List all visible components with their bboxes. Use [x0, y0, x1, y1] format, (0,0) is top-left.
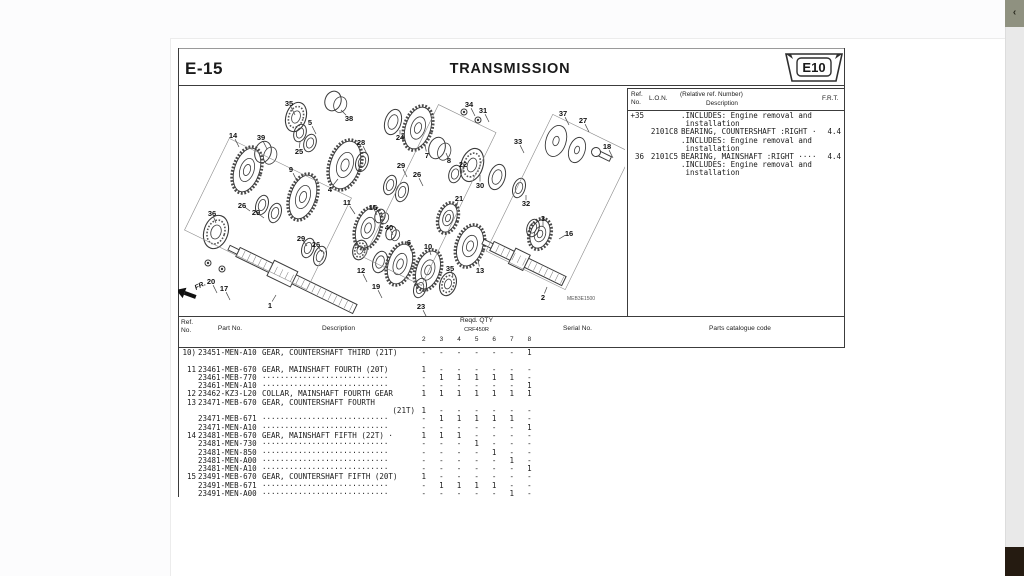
diagram-callout: 20 [206, 277, 216, 286]
diagram-callout: 10 [423, 242, 433, 251]
page-code: E-15 [185, 59, 223, 78]
table-header-qty: Reqd. QTY [460, 317, 493, 324]
table-row: 23471-MEB-671 ···························· - 1 1 1 1 1 - [198, 414, 532, 424]
table-row: 15 23491-MEB-670 GEAR, COUNTERSHAFT FIFTH (20T) 1 - - - - - - [186, 472, 532, 482]
diagram-callout: 32 [521, 199, 531, 208]
table-header-ref2: No. [181, 327, 192, 334]
scrollbar-bottom-thumb[interactable] [1005, 547, 1024, 576]
diagram-callout: 13 [475, 266, 485, 275]
table-row: 23481-MEN-850 ···························· - - - - 1 - - [198, 447, 532, 457]
diagram-callout: 35 [284, 99, 294, 108]
ref-panel-row: installation [681, 168, 740, 178]
table-row: 10) 23451-MEN-A10 GEAR, COUNTERSHAFT THIRD (21T) - - - - - - 1 [182, 348, 532, 357]
parts-table-rows [181, 349, 538, 498]
qty-column-number: 2 [422, 336, 426, 343]
diagram-callout: 19 [371, 282, 381, 291]
diagram-callout: 21 [454, 194, 464, 203]
page-title: TRANSMISSION [449, 61, 571, 77]
diagram-callout: 40 [384, 223, 394, 232]
table-header-serial: Serial No. [563, 325, 592, 332]
diagram-callout: 31 [478, 106, 488, 115]
table-row: 11 23461-MEB-670 GEAR, MAINSHAFT FOURTH (20T) 1 - - - - - - [186, 364, 532, 374]
ref-panel-rows [627, 112, 841, 178]
qty-column-number: 4 [457, 336, 461, 343]
diagram-callout: 39 [256, 133, 266, 142]
ref-panel-header-relref: (Relative ref. Number) [680, 91, 743, 98]
ref-panel-header-desc: Description [706, 100, 738, 107]
diagram-callout: 25 [294, 147, 304, 156]
diagram-callout: 7 [424, 151, 430, 160]
diagram-callout: 17 [219, 284, 229, 293]
qty-column-number: 6 [492, 336, 496, 343]
diagram-callout: 26 [412, 170, 422, 179]
page-badge-label: E10 [802, 60, 826, 75]
ref-panel-row: 2101C8 BEARING, COUNTERSHAFT :RIGHT · 4.4 [650, 127, 841, 137]
diagram-callout: 27 [578, 116, 588, 125]
diagram-callout: 1 [267, 301, 273, 310]
qty-column-number: 8 [527, 336, 532, 343]
ref-panel-header-frt: F.R.T. [822, 95, 839, 102]
ref-panel-row: .INCLUDES: Engine removal and [681, 160, 812, 170]
table-row: 23481-MEN-730 ···························· - - - 1 - - - [198, 439, 532, 449]
ref-panel-header-ref1: Ref. [631, 91, 643, 98]
diagram-callout: 12 [356, 266, 366, 275]
diagram-callout: 29 [396, 161, 406, 170]
ref-panel-header-ref2: No. [631, 99, 641, 106]
diagram-callout: 23 [416, 302, 426, 311]
ref-panel-header-lon: L.O.N. [649, 95, 668, 102]
diagram-callout: 36 [207, 209, 217, 218]
table-row: 12 23462-KZ3-L20 COLLAR, MAINSHAFT FOURTH GEAR 1 1 1 1 1 1 1 [186, 389, 532, 399]
ref-panel-top-border [627, 88, 845, 89]
table-row: 23481-MEN-A10 ···························· - - - - - - 1 [198, 464, 532, 474]
table-row: 13 23471-MEB-670 GEAR, COUNTERSHAFT FOURTH [186, 397, 375, 407]
ref-panel-row: +35 .INCLUDES: Engine removal and [630, 111, 812, 120]
qty-column-number: 3 [439, 336, 444, 343]
scrollbar-top-button[interactable] [1005, 0, 1024, 27]
diagram-callout: 29 [251, 208, 261, 217]
diagram-callout: 26 [237, 201, 247, 210]
ref-panel-row: 36 2101C5 BEARING, MAINSHAFT :RIGHT ···· 4.4 [634, 151, 841, 161]
qty-column-number: 7 [510, 336, 514, 343]
diagram-callout: 24 [395, 133, 405, 142]
diagram-callout: 6 [406, 238, 412, 247]
diagram-callout: 5 [307, 118, 313, 127]
diagram-callout: 3 [540, 214, 546, 223]
ref-panel-row: .INCLUDES: Engine removal and [681, 135, 812, 145]
diagram-callout: 14 [228, 131, 238, 140]
ref-panel-row: installation [681, 143, 740, 153]
table-header-ref1: Ref. [181, 319, 194, 326]
fr-direction-label: FR. [193, 280, 207, 292]
diagram-callout: 34 [464, 100, 474, 109]
table-row: 14 23481-MEB-670 GEAR, MAINSHAFT FIFTH (22T) · 1 1 1 - - - - [186, 430, 532, 440]
diagram-callout: 9 [288, 165, 294, 174]
diagram-callout: 18 [602, 142, 612, 151]
table-row: 23491-MEB-671 ···························· - 1 1 1 1 - - [198, 480, 532, 490]
diagram-callout: 11 [343, 198, 351, 207]
table-header-code: Parts catalogue code [709, 325, 771, 332]
table-header-part: Part No. [217, 325, 243, 332]
diagram-callout: 22 [458, 160, 468, 169]
diagram-callout: 15 [368, 203, 378, 212]
table-row: 23471-MEN-A10 ···························· - - - - - - 1 [198, 422, 532, 432]
diagram-callout: 37 [558, 109, 568, 118]
diagram-callout: 8 [446, 156, 452, 165]
diagram-callout: 33 [513, 137, 523, 146]
ref-panel-row: installation [681, 119, 740, 129]
diagram-callout: 4 [327, 185, 333, 194]
table-row: 23481-MEN-A00 ···························· - - - - - 1 - [198, 455, 532, 465]
page-badge [783, 50, 845, 86]
page-top-border [178, 48, 845, 49]
transmission-diagram [178, 85, 625, 316]
table-row: (21T) 1 - - - - - - [392, 406, 532, 416]
diagram-callout: 35 [445, 264, 455, 273]
diagram-callout: 30 [475, 181, 485, 190]
page-right-border [844, 48, 845, 348]
table-row: 23461-MEB-770 ···························· - 1 1 1 1 1 - [198, 372, 532, 382]
table-row: 23461-MEN-A10 ···························· - - - - - - 1 [198, 381, 532, 391]
diagram-drawing-code: MEB3E1500 [567, 296, 596, 302]
diagram-callout: 28 [356, 138, 366, 147]
scrollbar-track[interactable] [1005, 0, 1024, 576]
diagram-callout: 26 [311, 240, 321, 249]
table-row: 23491-MEN-A00 ···························· - - - - - 1 - [198, 489, 532, 499]
table-header-desc: Description [322, 325, 355, 332]
scrollbar-arrow-icon: ‹ [1012, 7, 1017, 18]
table-header-model: CRF450R [464, 327, 489, 333]
qty-column-number: 5 [474, 336, 479, 343]
diagram-callout: 2 [540, 293, 546, 302]
diagram-callout: 38 [344, 114, 354, 123]
diagram-callout: 29 [296, 234, 306, 243]
diagram-callout: 16 [564, 229, 574, 238]
